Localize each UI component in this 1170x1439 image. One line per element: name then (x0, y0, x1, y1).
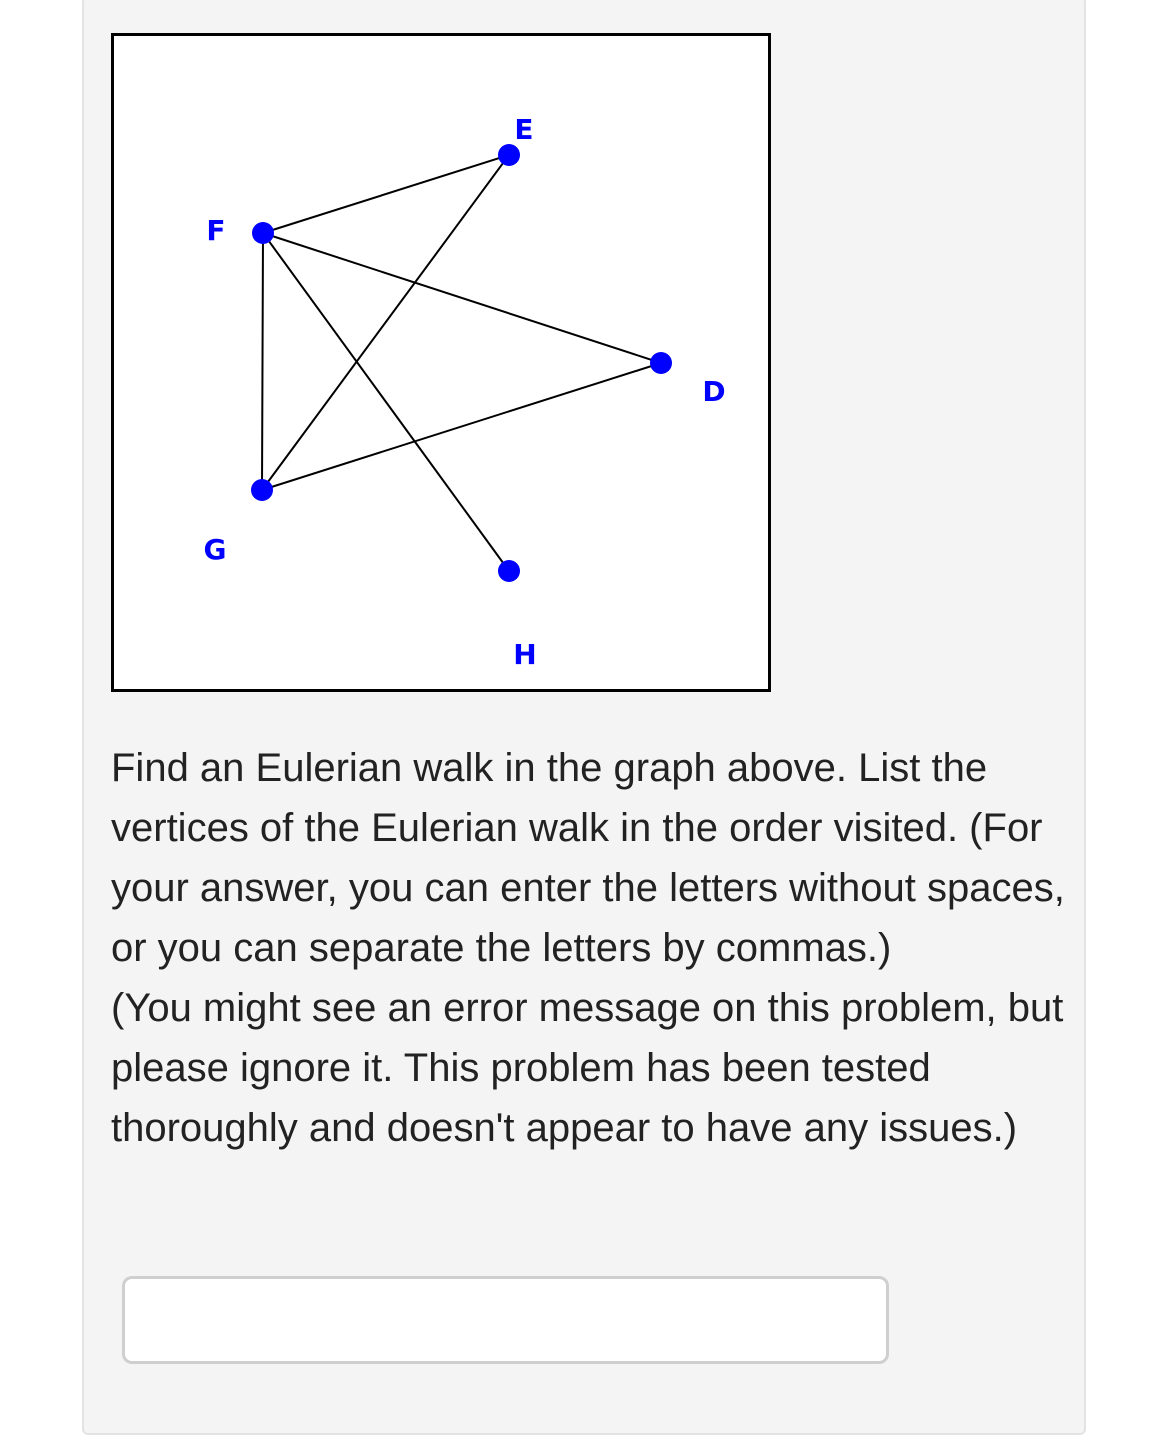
vertex-label-E: E (514, 113, 534, 146)
vertex-G (251, 479, 273, 501)
edge-GE (262, 155, 509, 490)
vertex-F (252, 222, 274, 244)
answer-input[interactable] (122, 1276, 889, 1364)
question-paragraph-1: Find an Eulerian walk in the graph above. List the vertices of the Eulerian walk in the order visited. (For your answer, you can enter the letters without spaces, or you can separate the letters by commas.) (111, 746, 1065, 970)
question-paragraph-2: (You might see an error message on this problem, but please ignore it. This problem has been tested thoroughly and doesn't appear to have any issues.) (111, 986, 1064, 1150)
edge-FG (262, 233, 263, 490)
graph-svg (114, 36, 768, 689)
vertex-D (650, 352, 672, 374)
vertex-H (498, 560, 520, 582)
edge-FD (263, 233, 661, 363)
question-text (111, 738, 1071, 1158)
vertex-label-F: F (206, 214, 226, 247)
vertex-E (498, 144, 520, 166)
vertex-label-H: H (513, 638, 537, 671)
edge-FE (263, 155, 509, 233)
vertex-label-G: G (203, 533, 227, 566)
graph-image (111, 33, 771, 692)
edge-FH (263, 233, 509, 571)
edge-GD (262, 363, 661, 490)
vertex-label-D: D (702, 375, 726, 408)
